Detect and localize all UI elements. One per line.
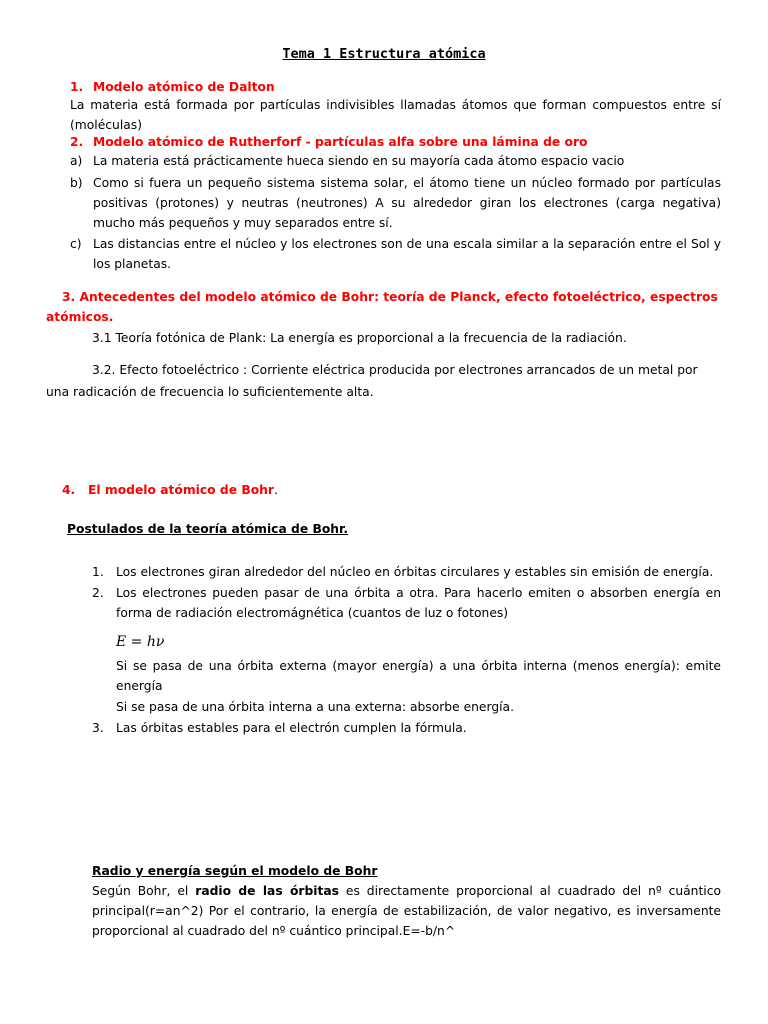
postulate-marker-2: 2. <box>92 586 104 600</box>
section-2-number: 2. <box>70 135 84 149</box>
section-3-heading: 3. Antecedentes del modelo atómico de Bohr: teoría de Planck, efecto fotoeléctrico, espectros <box>62 290 718 304</box>
list-marker-c: c) <box>70 237 82 251</box>
list-item-b: Como si fuera un pequeño sistema sistema solar, el átomo tiene un núcleo formado por partículas positivas (protones) y neutras (neutrones) A su alrededor giran los electrones (carga negativa) mucho más pequeños y muy separados entre sí. <box>93 176 721 230</box>
radius-paragraph-intro: Según Bohr, el <box>92 884 196 898</box>
postulates-subheading: Postulados de la teoría atómica de Bohr. <box>67 522 349 536</box>
list-marker-a: a) <box>70 154 83 168</box>
section-2-title: Modelo atómico de Rutherforf - partículas alfa sobre una lámina de oro <box>93 135 588 149</box>
section-4-title-period: . <box>273 483 278 497</box>
radius-energy-heading: Radio y energía según el modelo de Bohr <box>92 864 378 878</box>
section-1-number: 1. <box>70 80 84 94</box>
postulate-marker-1: 1. <box>92 565 104 579</box>
list-item-a: La materia está prácticamente hueca siendo en su mayoría cada átomo espacio vacio <box>93 154 625 168</box>
radius-energy-paragraph <box>92 881 721 941</box>
emit-energy-text: Si se pasa de una órbita externa (mayor energía) a una órbita interna (menos energía): emite energía <box>116 659 721 693</box>
section-3-2-text-cont: una radicación de frecuencia lo suficientemente alta. <box>46 385 374 399</box>
postulate-3: Las órbitas estables para el electrón cumplen la fórmula. <box>116 721 467 735</box>
section-1-title: Modelo atómico de Dalton <box>93 80 275 94</box>
section-3-heading-cont: atómicos. <box>46 310 114 324</box>
section-1-body: La materia está formada por partículas indivisibles llamadas átomos que forman compuestos entre sí (moléculas) <box>70 98 721 132</box>
absorb-energy-text: Si se pasa de una órbita interna a una externa: absorbe energía. <box>116 700 515 714</box>
section-4-number: 4. <box>62 483 76 497</box>
postulate-2: Los electrones pueden pasar de una órbita a otra. Para hacerlo emiten o absorben energía en forma de radiación electromágnética (cuantos de luz o fotones) <box>116 586 721 620</box>
list-marker-b: b) <box>70 176 83 190</box>
postulate-1: Los electrones giran alrededor del núcleo en órbitas circulares y estables sin emisión de energía. <box>116 565 714 579</box>
list-item-c: Las distancias entre el núcleo y los electrones son de una escala similar a la separación entre el Sol y los planetas. <box>93 237 721 271</box>
section-1-heading <box>70 77 275 97</box>
section-4-heading <box>62 480 278 500</box>
radius-paragraph-bold: radio de las órbitas <box>195 884 339 898</box>
section-3-2-text: 3.2. Efecto fotoeléctrico : Corriente eléctrica producida por electrones arrancados de un metal por <box>92 363 698 377</box>
section-4-title: El modelo atómico de Bohr <box>88 483 274 497</box>
radius-paragraph-rest: es directamente proporcional al cuadrado del nº cuántico principal(r=an^2) Por el contrario, la energía de estabilización, de valor negativo, es inversamente proporcional al cuadrado del nº cuántico principal.E=-b/n^ <box>92 884 722 938</box>
section-2-heading <box>70 132 587 152</box>
formula-e-equals-h-nu: E = hν <box>116 634 165 650</box>
section-3-1-text: 3.1 Teoría fotónica de Plank: La energía es proporcional a la frecuencia de la radiación. <box>92 331 627 345</box>
postulate-marker-3: 3. <box>92 721 104 735</box>
document-title: Tema 1 Estructura atómica <box>282 46 486 62</box>
